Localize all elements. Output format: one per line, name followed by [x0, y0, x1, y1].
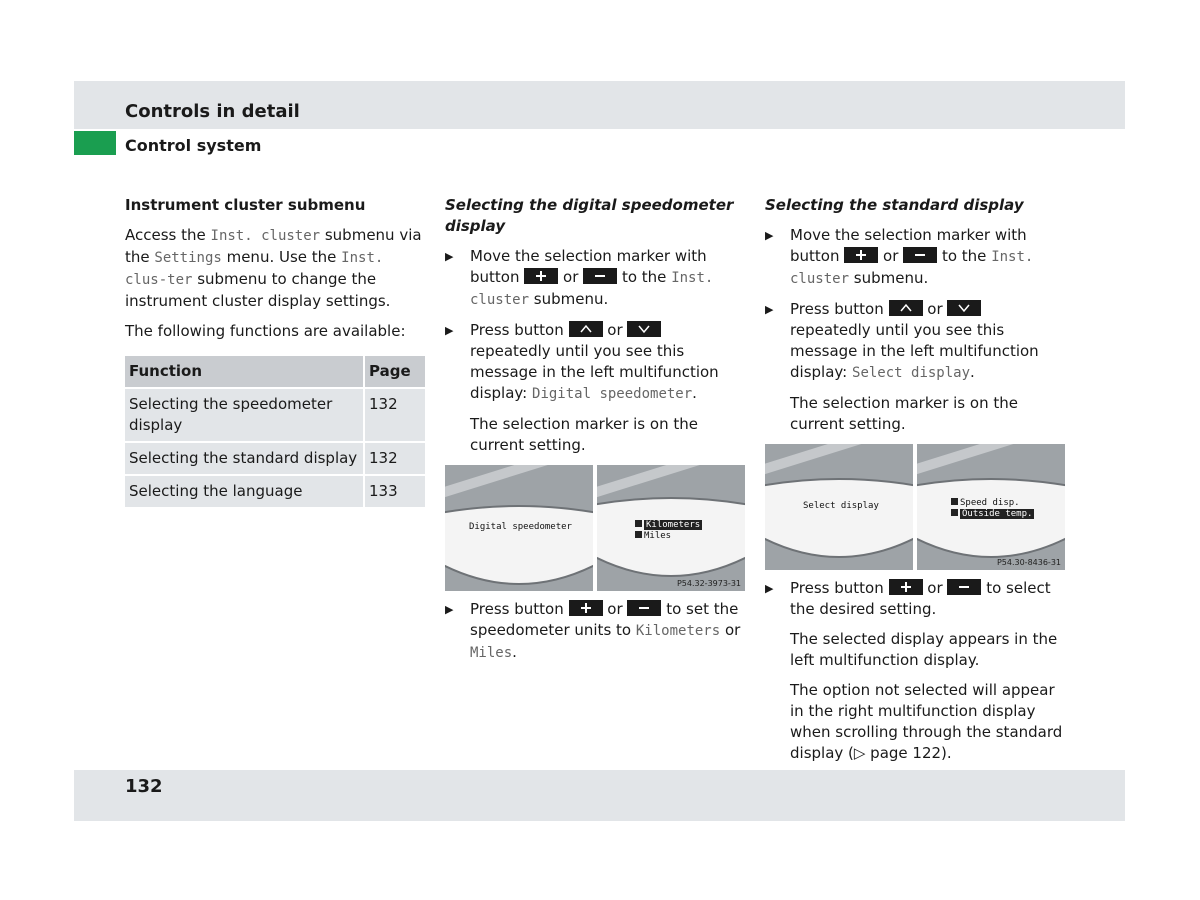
step-press-arrows [765, 299, 1065, 384]
figure-standard-displays [765, 444, 1065, 570]
text: or [563, 268, 579, 286]
section-title: Controls in detail [125, 101, 300, 122]
footer-band [74, 770, 1125, 821]
bullet-icon: ▶ [765, 582, 774, 595]
text: Move the selection marker with button [470, 247, 707, 286]
option-text: Speed disp. [960, 498, 1020, 508]
display-option-selected [951, 509, 1034, 519]
display-message: Digital speedometer [469, 522, 572, 532]
bullet-icon: ▶ [445, 324, 454, 337]
text: submenu. [533, 290, 609, 308]
page-cell: 132 [364, 442, 425, 475]
left-multifunction-display [445, 465, 593, 591]
text: Press button [470, 600, 564, 618]
table-row [125, 475, 425, 508]
step-move-marker [765, 225, 1065, 290]
step-set-units [445, 599, 745, 664]
right-multifunction-display [597, 465, 745, 591]
table-row [125, 442, 425, 475]
option-text: Outside temp. [962, 509, 1033, 519]
display-text: Inst. cluster [210, 228, 321, 244]
display-option-selected [635, 520, 702, 530]
minus-button-icon [627, 600, 661, 616]
display-text: Inst. cluster [790, 249, 1034, 287]
text: Press button [790, 300, 884, 318]
heading-digital-speedometer: Selecting the digital speedometer display [445, 196, 734, 235]
text: Press button [470, 321, 564, 339]
bullet-icon: ▶ [765, 229, 774, 242]
subsection-title: Control system [125, 136, 262, 155]
down-button-icon [947, 300, 981, 316]
text: to the [621, 268, 667, 286]
option-text: Miles [644, 531, 672, 541]
display-message: Select display [803, 501, 879, 511]
text: . [970, 363, 975, 381]
text: repeatedly until you see this message in the left multifunction display: [470, 342, 719, 402]
plus-button-icon [844, 247, 878, 263]
page-number: 132 [125, 776, 163, 797]
page-cell: 132 [364, 388, 425, 442]
function-cell: Selecting the speedometer display [125, 388, 364, 442]
text: or [883, 247, 899, 265]
column-header-page: Page [364, 356, 425, 388]
text: to set the speedometer units to [470, 600, 739, 639]
text: to the [941, 247, 987, 265]
functions-available-text: The following functions are available: [125, 322, 406, 340]
display-text: Select display [852, 365, 971, 381]
text: or [927, 300, 943, 318]
text: submenu via the [125, 226, 422, 266]
display-option [951, 498, 1020, 508]
minus-marker-icon [635, 531, 642, 538]
minus-button-icon [583, 268, 617, 284]
display-text: Inst. clus-ter [125, 250, 384, 288]
table-row [125, 388, 425, 442]
table-header-row [125, 356, 425, 388]
up-button-icon [569, 321, 603, 337]
text: repeatedly until you see this message in the left multifunction display: [790, 321, 1039, 381]
column-instrument-cluster-submenu [125, 195, 425, 509]
plus-marker-icon [635, 520, 642, 527]
option-text: Kilometers [646, 520, 701, 530]
step-move-marker [445, 246, 745, 311]
display-option [635, 531, 671, 541]
note-selected-display: The selected display appears in the left multifunction display. [790, 630, 1058, 669]
plus-button-icon [524, 268, 558, 284]
minus-marker-icon [951, 509, 958, 516]
note-current-setting: The selection marker is on the current setting. [790, 394, 1018, 433]
text: menu. Use the [221, 248, 342, 266]
plus-button-icon [889, 579, 923, 595]
step-press-arrows [445, 320, 745, 405]
page-cell: 133 [364, 475, 425, 508]
text: Move the selection marker with button [790, 226, 1027, 265]
heading-standard-display: Selecting the standard display [765, 196, 1024, 214]
text: . [692, 384, 697, 402]
display-text: Kilometers [635, 623, 721, 639]
text: Access the [125, 226, 211, 244]
section-color-tab [74, 131, 116, 155]
plus-button-icon [569, 600, 603, 616]
column-digital-speedometer [445, 195, 745, 673]
column-standard-display [765, 195, 1065, 773]
intro-paragraph [125, 225, 425, 312]
display-text: Miles [470, 645, 513, 661]
display-text: Settings [154, 250, 222, 266]
display-text: Digital speedometer [532, 386, 693, 402]
note-current-setting: The selection marker is on the current setting. [470, 415, 698, 454]
bullet-icon: ▶ [445, 603, 454, 616]
bullet-icon: ▶ [445, 250, 454, 263]
figure-caption: P54.30-8436-31 [996, 558, 1061, 567]
text: or [724, 621, 741, 639]
function-cell: Selecting the language [125, 475, 364, 508]
column-header-function: Function [125, 356, 364, 388]
text: submenu. [853, 269, 929, 287]
plus-marker-icon [951, 498, 958, 505]
text: . [512, 643, 517, 661]
display-text: Inst. cluster [470, 270, 714, 308]
left-multifunction-display [765, 444, 913, 570]
functions-table [125, 356, 425, 509]
minus-button-icon [903, 247, 937, 263]
text: submenu to change the instrument cluster display settings. [125, 270, 391, 310]
down-button-icon [627, 321, 661, 337]
heading-instrument-cluster-submenu: Instrument cluster submenu [125, 196, 366, 214]
note-option-not-selected: The option not selected will appear in the right multifunction display when scrolling through the standard display (▷ page 122). [790, 681, 1063, 762]
bullet-icon: ▶ [765, 303, 774, 316]
figure-caption: P54.32-3973-31 [676, 579, 741, 588]
text: or [607, 321, 623, 339]
text: to select the desired setting. [790, 579, 1051, 618]
function-cell: Selecting the standard display [125, 442, 364, 475]
up-button-icon [889, 300, 923, 316]
right-multifunction-display [917, 444, 1065, 570]
text: or [607, 600, 623, 618]
text: or [927, 579, 943, 597]
figure-speedometer-displays [445, 465, 745, 591]
minus-button-icon [947, 579, 981, 595]
step-select-setting [765, 578, 1065, 620]
text: Press button [790, 579, 884, 597]
